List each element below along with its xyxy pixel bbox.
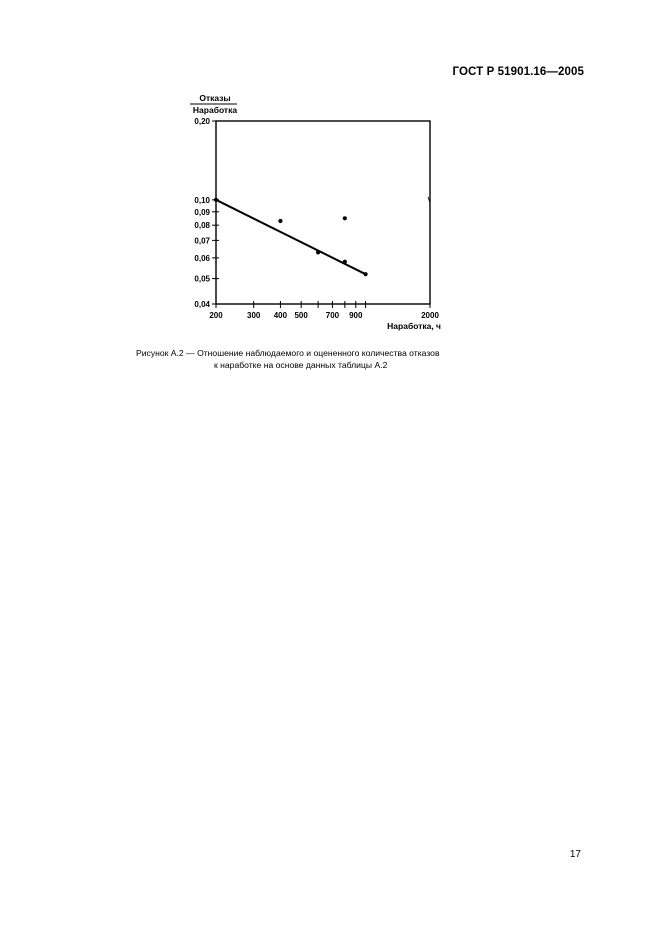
y-tick-label: 0,04 [194,300,210,309]
x-tick-label: 200 [209,311,223,320]
x-tick-label: 2000 [421,311,439,320]
data-point [363,272,367,276]
x-tick-label: 500 [294,311,308,320]
data-point [316,250,320,254]
chart-labels [190,93,441,331]
x-tick-label: 700 [325,311,340,320]
data-point [278,219,282,223]
x-axis-label: Наработка, ч [387,321,441,331]
trend-line [216,200,366,274]
standard-code-header: ГОСТ Р 51901.16—2005 [452,66,584,78]
figure-caption [136,347,516,371]
y-tick-label: 0,07 [194,236,210,246]
caption-line-1: Рисунок А.2 — Отношение наблюдаемого и оцененного количества отказов [136,348,440,358]
y-tick-label: 0,10 [194,195,210,205]
y-tick-label: 0,06 [194,253,210,263]
plot-frame [216,121,430,304]
y-tick-label: 0,09 [194,207,210,217]
y-tick-label: 0,08 [194,221,210,231]
data-point [343,260,347,264]
y-tick-label: 0,20 [194,117,210,126]
x-tick-label: 300 [247,311,261,320]
caption-line-2: к наработке на основе данных таблицы А.2 [214,360,388,370]
y-axis-label-numerator: Отказы [199,93,231,103]
y-tick-label: 0,05 [194,274,210,284]
data-point [214,198,218,202]
x-tick-label: 400 [273,311,288,320]
x-tick-label: 900 [349,311,363,320]
y-axis-label-denominator: Наработка [192,105,238,115]
chart-axes [216,121,430,304]
chart-marks [214,198,368,277]
data-point [343,216,347,220]
page-number: 17 [569,849,581,860]
